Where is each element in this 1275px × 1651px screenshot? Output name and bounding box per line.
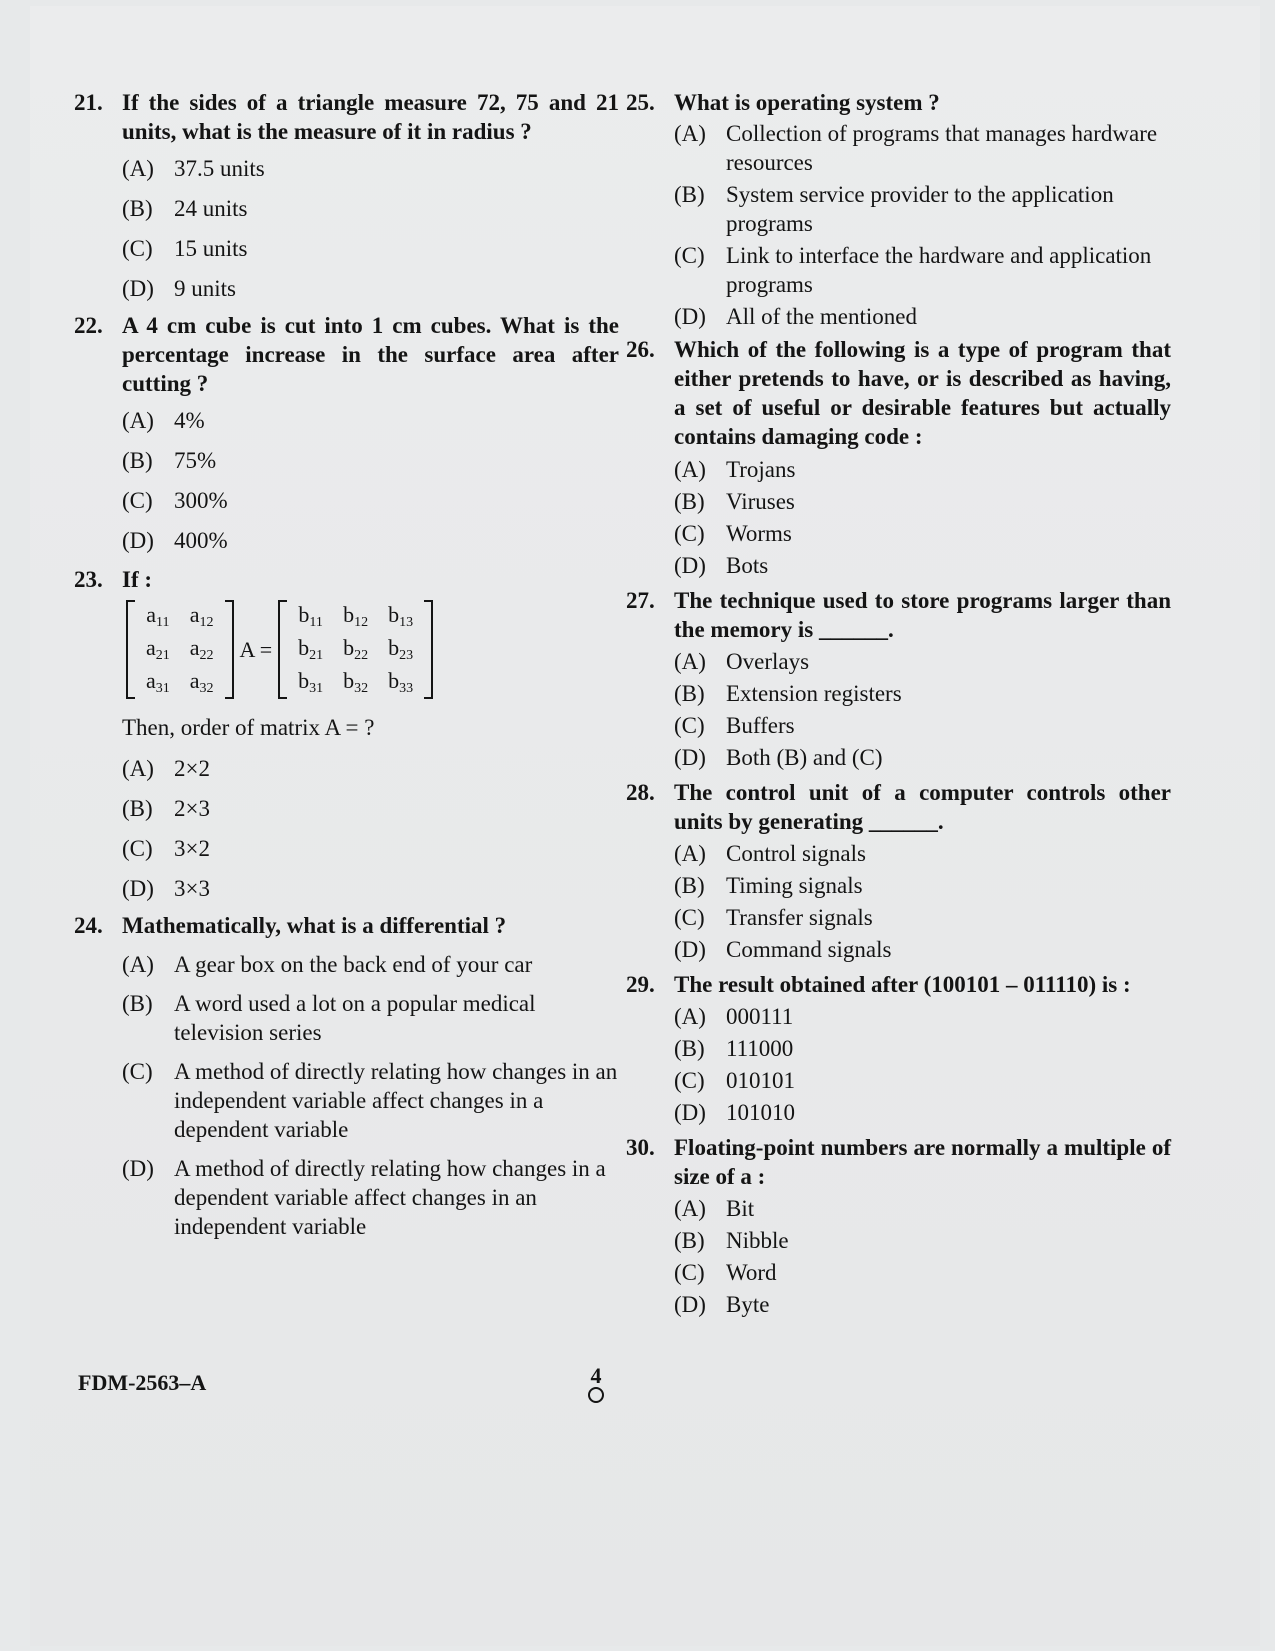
option-c: (C) 010101 <box>674 1068 795 1093</box>
question-27 <box>626 586 1171 772</box>
matrix-equation <box>126 600 619 699</box>
option-a: (A) 000111 <box>674 1004 794 1029</box>
option-c: (C) Worms <box>674 521 792 546</box>
question-21 <box>74 88 619 303</box>
options-list <box>674 647 1171 772</box>
options-list <box>122 950 619 1241</box>
option-a: (A) 2×2 <box>122 756 210 781</box>
option-b: (B) 111000 <box>674 1036 794 1061</box>
options-list <box>674 1194 1171 1319</box>
question-text: A 4 cm cube is cut into 1 cm cubes. What is the percentage increase in the surface area after cutting ? <box>122 313 619 396</box>
option-d: (D) Both (B) and (C) <box>674 745 883 770</box>
option-a: (A) Overlays <box>674 649 810 674</box>
option-d: (D) 3×3 <box>122 876 210 901</box>
question-number: 22. <box>74 313 103 338</box>
option-d: (D) 9 units <box>122 276 236 301</box>
options-list <box>122 754 619 903</box>
paper-code: FDM-2563–A <box>78 1370 207 1395</box>
question-number: 30. <box>626 1135 655 1160</box>
question-28 <box>626 778 1171 964</box>
option-a: (A) Collection of programs that manages hardware resources <box>674 121 1158 175</box>
question-23-followup <box>74 713 619 903</box>
question-number: 25. <box>626 90 655 115</box>
question-22 <box>74 311 619 555</box>
options-list <box>674 839 1171 964</box>
options-list <box>674 1002 1171 1127</box>
option-a: (A) Control signals <box>674 841 866 866</box>
option-b: (B) 75% <box>122 448 217 473</box>
question-text: Floating-point numbers are normally a multiple of size of a : <box>674 1135 1171 1189</box>
question-number: 28. <box>626 780 655 805</box>
question-number: 26. <box>626 337 655 362</box>
question-followup-text: Then, order of matrix A = ? <box>122 715 375 740</box>
question-26 <box>626 335 1171 580</box>
option-d: (D) A method of directly relating how changes in a dependent variable affect changes in an independent variable <box>122 1156 606 1239</box>
left-column <box>74 88 619 1241</box>
question-text: Which of the following is a type of program that either pretends to have, or is described as having, a set of useful or desirable features but actually contains damaging code : <box>674 337 1171 449</box>
option-a: (A) A gear box on the back end of your car <box>122 952 533 977</box>
option-b: (B) Nibble <box>674 1228 789 1253</box>
question-number: 24. <box>74 913 103 938</box>
option-b: (B) Viruses <box>674 489 795 514</box>
option-c: (C) A method of directly relating how changes in an independent variable affect changes in a dependent variable <box>122 1059 618 1142</box>
matrix-right: $b_{11}$ $b_{12}$ $b_{13}$ $b_{21}$ $b_{22}$ $b_{23}$ $b_{31}$ $b_{32}$ $b_{33}$ <box>278 600 433 699</box>
option-d: (D) 400% <box>122 528 228 553</box>
option-b: (B) Extension registers <box>674 681 902 706</box>
right-column <box>626 88 1171 1319</box>
option-d: (D) Byte <box>674 1292 770 1317</box>
option-a: (A) 37.5 units <box>122 156 265 181</box>
option-a: (A) 4% <box>122 408 205 433</box>
question-text: If the sides of a triangle measure 72, 75 and 21 units, what is the measure of it in radius ? <box>122 90 619 144</box>
page-mark-icon <box>588 1387 604 1403</box>
option-a: (A) Trojans <box>674 457 796 482</box>
options-list <box>674 455 1171 580</box>
equals-sign: A = <box>239 636 273 662</box>
option-b: (B) 24 units <box>122 196 248 221</box>
option-c: (C) 15 units <box>122 236 248 261</box>
option-c: (C) Word <box>674 1260 777 1285</box>
matrix-left: $a_{11}$ $a_{12}$ $a_{21}$ $a_{22}$ $a_{31}$ $a_{32}$ <box>126 600 234 699</box>
option-c: (C) Buffers <box>674 713 795 738</box>
option-c: (C) Transfer signals <box>674 905 873 930</box>
option-d: (D) All of the mentioned <box>674 304 917 329</box>
option-b: (B) A word used a lot on a popular medical television series <box>122 991 536 1045</box>
options-list <box>674 119 1171 331</box>
question-30 <box>626 1133 1171 1319</box>
question-text: If : <box>122 567 153 592</box>
option-c: (C) 3×2 <box>122 836 210 861</box>
option-d: (D) Bots <box>674 553 769 578</box>
option-b: (B) Timing signals <box>674 873 863 898</box>
options-list <box>122 154 619 303</box>
question-24 <box>74 911 619 1241</box>
question-23 <box>74 565 619 594</box>
page-number-text: 4 <box>590 1363 602 1388</box>
question-25 <box>626 88 1171 331</box>
option-b: (B) 2×3 <box>122 796 210 821</box>
option-c: (C) 300% <box>122 488 228 513</box>
question-text: Mathematically, what is a differential ? <box>122 913 507 938</box>
option-a: (A) Bit <box>674 1196 755 1221</box>
page-number <box>588 1365 604 1403</box>
option-c: (C) Link to interface the hardware and application programs <box>674 243 1152 297</box>
question-29 <box>626 970 1171 1127</box>
question-text: The control unit of a computer controls other units by generating ______. <box>674 780 1171 834</box>
question-number: 21. <box>74 90 103 115</box>
option-b: (B) System service provider to the application programs <box>674 182 1114 236</box>
question-number: 29. <box>626 972 655 997</box>
option-d: (D) 101010 <box>674 1100 795 1125</box>
option-d: (D) Command signals <box>674 937 892 962</box>
question-text: What is operating system ? <box>674 90 940 115</box>
question-number: 23. <box>74 567 103 592</box>
options-list <box>122 406 619 555</box>
question-number: 27. <box>626 588 655 613</box>
question-text: The technique used to store programs larger than the memory is ______. <box>674 588 1171 642</box>
question-text: The result obtained after (100101 – 011110) is : <box>674 972 1131 997</box>
